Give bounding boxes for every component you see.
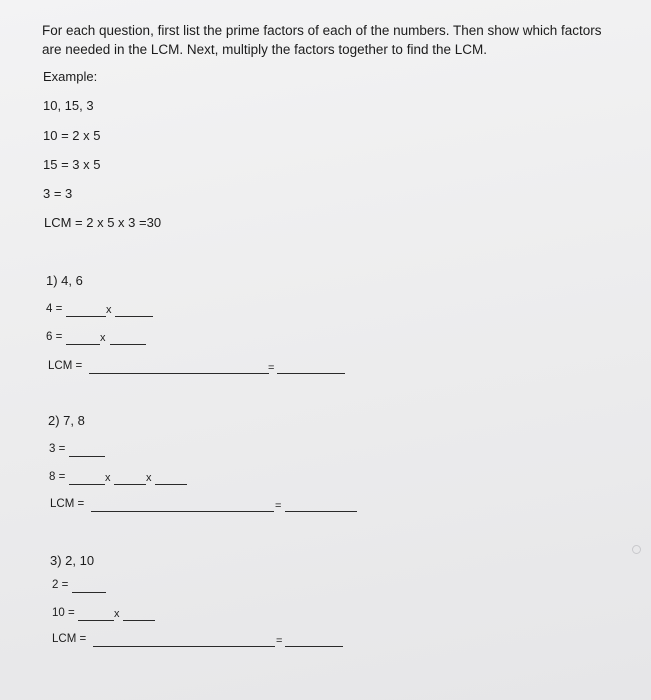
- q1-lcm-label: LCM =: [48, 360, 83, 372]
- example-line: 15 = 3 x 5: [43, 157, 101, 172]
- answer-blank[interactable]: [66, 344, 100, 345]
- times-sign: x: [146, 472, 152, 484]
- answer-blank[interactable]: [110, 344, 146, 345]
- answer-blank[interactable]: [69, 484, 105, 485]
- question-1-title: 1) 4, 6: [46, 273, 83, 288]
- times-sign: x: [114, 608, 120, 620]
- q3-factor-label-2: 2 =: [52, 579, 69, 591]
- times-sign: x: [106, 304, 112, 316]
- example-heading: Example:: [43, 69, 98, 84]
- q1-factor-label-6: 6 =: [46, 331, 63, 343]
- equals-sign: =: [268, 362, 275, 374]
- q2-lcm-label: LCM =: [50, 498, 85, 510]
- instructions: For each question, first list the prime factors of each of the numbers. Then show which factors are needed in the LCM. Next, multiply the factors together to find the LCM.: [42, 23, 602, 57]
- q2-factor-label-3: 3 =: [49, 443, 66, 455]
- paper-mark: [632, 545, 641, 554]
- lcm-result-blank[interactable]: [285, 646, 343, 647]
- q3-factor-label-10: 10 =: [52, 607, 75, 619]
- answer-blank[interactable]: [115, 316, 153, 317]
- times-sign: x: [105, 472, 111, 484]
- example-line: 10 = 2 x 5: [43, 128, 101, 143]
- times-sign: x: [100, 332, 106, 344]
- q1-factor-label-4: 4 =: [46, 303, 63, 315]
- question-2-title: 2) 7, 8: [48, 413, 85, 428]
- lcm-answer-blank[interactable]: [93, 646, 275, 647]
- example-numbers: 10, 15, 3: [43, 98, 94, 113]
- q2-factor-label-8: 8 =: [49, 471, 66, 483]
- lcm-result-blank[interactable]: [277, 373, 345, 374]
- answer-blank[interactable]: [72, 592, 106, 593]
- answer-blank[interactable]: [114, 484, 146, 485]
- answer-blank[interactable]: [155, 484, 187, 485]
- answer-blank[interactable]: [69, 456, 105, 457]
- answer-blank[interactable]: [66, 316, 106, 317]
- example-line: 3 = 3: [43, 186, 73, 201]
- lcm-result-blank[interactable]: [285, 511, 357, 512]
- lcm-answer-blank[interactable]: [91, 511, 274, 512]
- lcm-answer-blank[interactable]: [89, 373, 269, 374]
- equals-sign: =: [275, 500, 282, 512]
- equals-sign: =: [276, 635, 283, 647]
- q3-lcm-label: LCM =: [52, 633, 87, 645]
- question-3-title: 3) 2, 10: [50, 553, 95, 568]
- answer-blank[interactable]: [78, 620, 114, 621]
- answer-blank[interactable]: [123, 620, 155, 621]
- example-lcm-line: LCM = 2 x 5 x 3 =30: [44, 215, 162, 230]
